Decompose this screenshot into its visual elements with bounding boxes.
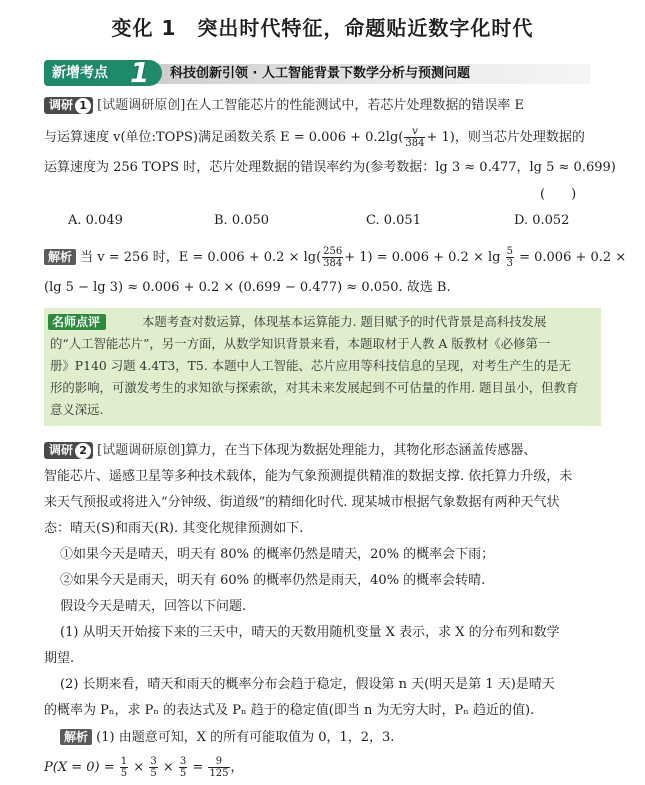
review-line-3: 册》P140 习题 4.4T3，T5. 本题中人工智能、芯片应用等科技信息的呈现，对考生产生的是无 xyxy=(50,358,572,373)
eq-frac-b: $\frac{3}{5}$ xyxy=(150,756,157,779)
option-a: A. 0.049 xyxy=(68,213,123,228)
eq-frac-a: $\frac{1}{5}$ xyxy=(120,756,128,779)
q2-line-1 xyxy=(44,441,536,461)
sol1-line-1 xyxy=(44,246,626,269)
eq-times-2: × xyxy=(162,760,174,775)
option-c: C. 0.051 xyxy=(366,213,421,228)
review-line-1: 本题考查对数运算，体现基本运算能力. 题目赋予的时代背景是高科技发展 xyxy=(142,314,547,329)
q2-part-1a: (1) 从明天开始接下来的三天中，晴天的天数用随机变量 X 表示，求 X 的分布列和数学 xyxy=(60,625,560,640)
q2-label: 调研 2 xyxy=(44,442,93,459)
page-title: 变化 1 突出时代特征，命题贴近数字化时代 xyxy=(111,16,534,40)
sol1-label: 解析 xyxy=(44,249,76,265)
q1-label: 调研 1 xyxy=(44,97,93,114)
review-line-5: 意义深远. xyxy=(50,402,104,417)
teacher-review-box xyxy=(44,308,601,426)
q1-text-1: 在人工智能芯片的性能测试中，若芯片处理数据的错误率 E xyxy=(185,98,524,113)
q2-text-1: 算力，在当下体现为数据处理能力，其物化形态涵盖传感器、 xyxy=(185,443,537,458)
q1-text-2b: + 1)，则当芯片处理数据的 xyxy=(426,130,585,145)
q1-text-2a: 与运算速度 v(单位:TOPS)满足函数关系 E = 0.006 + 0.2lg( xyxy=(44,130,404,145)
review-line-4: 形的影响，可激发考生的求知欲与探索欲，对其未来发展起到不可估量的作用. 题目虽小，但教育 xyxy=(50,380,579,395)
q2-assumption: 假设今天是晴天，回答以下问题. xyxy=(60,599,247,614)
sol2-line-1 xyxy=(60,728,394,748)
q2-line-3: 来天气预报或将进入“分钟级、街道级”的精细化时代. 现某城市根据气象数据有两种天气状 xyxy=(44,495,560,510)
eq-frac-result: $\frac{9}{125}$ xyxy=(209,756,229,779)
eq-equals: = xyxy=(192,760,204,775)
q1-line-1 xyxy=(44,96,524,116)
eq-lhs: P(X = 0) = xyxy=(44,760,115,775)
sol1-text-c: = 0.006 + 0.2 × xyxy=(519,250,627,265)
q1-line-2 xyxy=(44,126,585,149)
q2-line-4: 态：晴天(S)和雨天(R). 其变化规律预测如下. xyxy=(44,521,304,536)
q2-number: 2 xyxy=(75,443,91,459)
q2-part-1b: 期望. xyxy=(44,651,75,666)
sol2-text-1: (1) 由题意可知，X 的所有可能取值为 0，1，2，3. xyxy=(96,730,395,745)
sol1-frac-2: $\frac{5}{3}$ xyxy=(506,246,513,269)
q2-condition-1: ①如果今天是晴天，明天有 80% 的概率仍然是晴天，20% 的概率会下雨； xyxy=(60,547,495,562)
option-b: B. 0.050 xyxy=(214,213,270,228)
sol2-equation xyxy=(44,756,244,779)
sol2-label: 解析 xyxy=(60,729,92,745)
sol1-text-a: 当 v = 256 时，E = 0.006 + 0.2 × lg( xyxy=(80,250,322,265)
q1-number: 1 xyxy=(75,98,91,114)
q2-line-2: 智能芯片、遥感卫星等多种技术载体，能为气象预测提供精准的数据支撑. 依托算力升级，未 xyxy=(44,469,573,484)
banner-tag-number: 1 xyxy=(130,56,150,89)
eq-times-1: × xyxy=(133,760,145,775)
eq-comma: ， xyxy=(230,760,244,775)
q2-source: [试题调研原创] xyxy=(97,443,186,458)
banner-tag-label: 新增考点 xyxy=(52,65,108,81)
answer-paren: ( ) xyxy=(540,187,577,202)
sol1-text-b: + 1) = 0.006 + 0.2 × lg xyxy=(344,250,501,265)
q1-source: [试题调研原创] xyxy=(97,98,186,113)
sol1-frac-1: $\frac{256}{384}$ xyxy=(323,246,343,269)
review-line-2: 的“人工智能芯片”，另一方面，从数学知识背景来看，本题取材于人教 A 版教材《必修第一 xyxy=(50,336,551,351)
q2-part-2b: 的概率为 Pₙ，求 Pₙ 的表达式及 Pₙ 趋于的稳定值(即当 n 为无穷大时，Pₙ 趋近的值). xyxy=(44,703,535,718)
review-badge: 名师点评 xyxy=(48,314,106,330)
sol1-line-2: (lg 5 − lg 3) ≈ 0.006 + 0.2 × (0.699 − 0.477) ≈ 0.050. 故选 B. xyxy=(44,280,451,295)
q2-condition-2: ②如果今天是雨天，明天有 60% 的概率仍然是雨天，40% 的概率会转晴. xyxy=(60,573,486,588)
banner-text: 科技创新引领 · 人工智能背景下数学分析与预测问题 xyxy=(170,66,470,81)
q2-part-2a: (2) 长期来看，晴天和雨天的概率分布会趋于稳定，假设第 n 天(明天是第 1 天)是晴天 xyxy=(60,677,555,692)
section-banner xyxy=(44,56,590,89)
q1-line-3: 运算速度为 256 TOPS 时，芯片处理数据的错误率约为(参考数据：lg 3 ≈ 0.477，lg 5 ≈ 0.699) xyxy=(44,160,616,175)
eq-frac-c: $\frac{3}{5}$ xyxy=(179,756,187,779)
option-d: D. 0.052 xyxy=(514,213,570,228)
q1-fraction: $\frac{v}{384}$ xyxy=(405,126,425,149)
